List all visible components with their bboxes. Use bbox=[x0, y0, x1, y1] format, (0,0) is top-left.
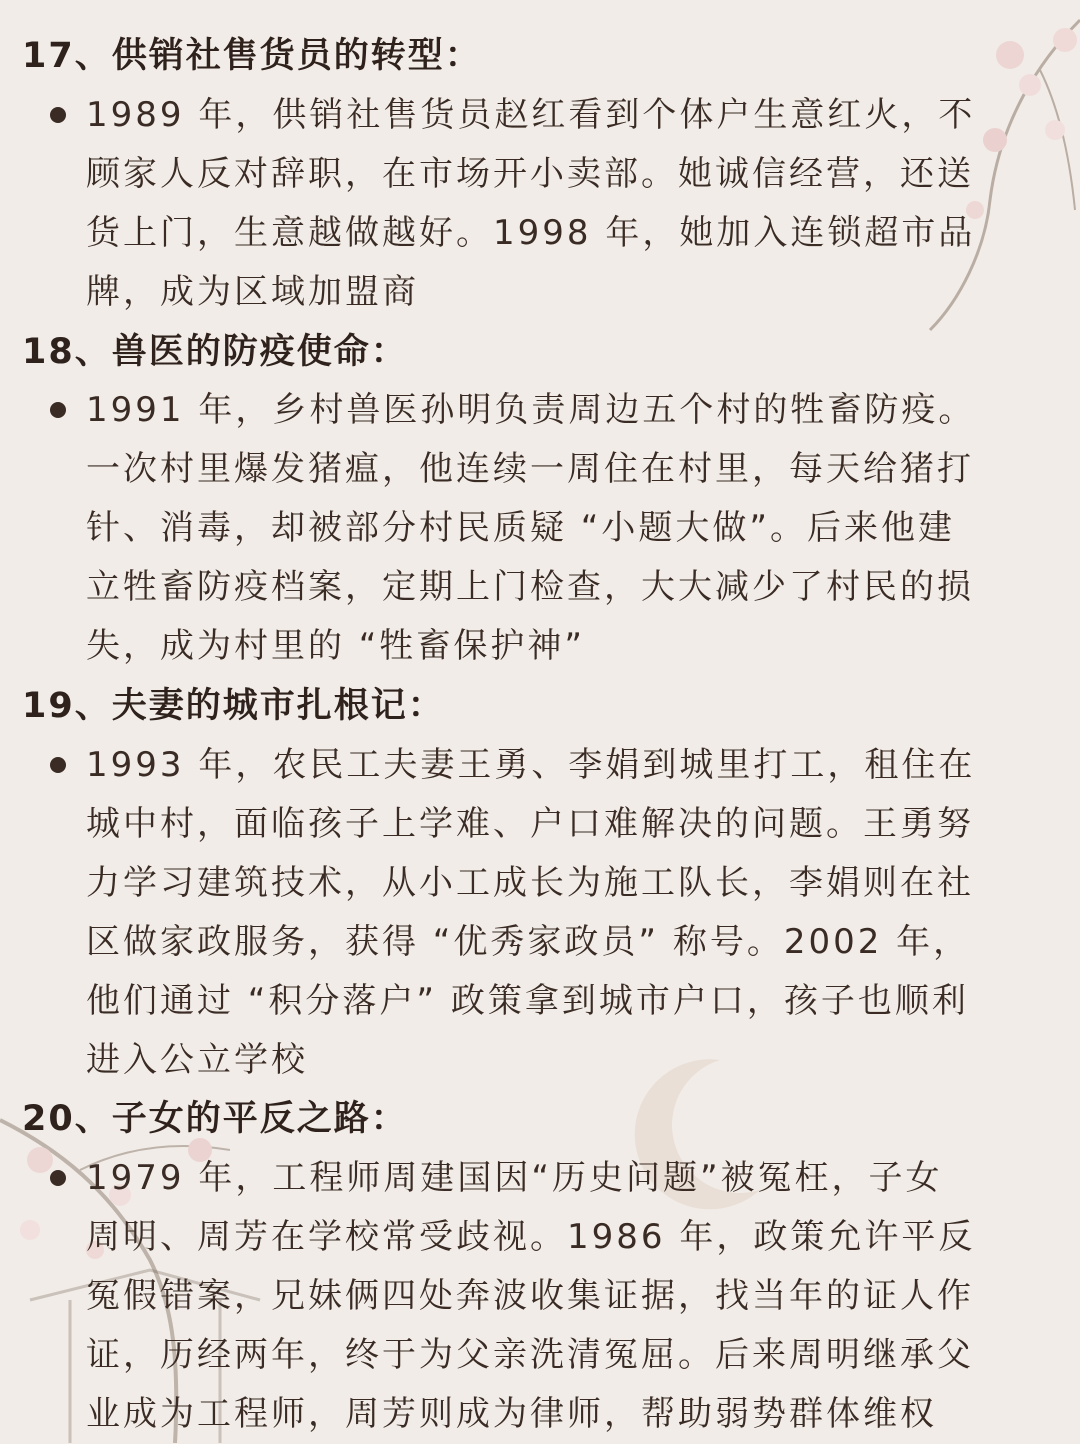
section-heading-18: 18、兽医的防疫使命： bbox=[22, 332, 408, 372]
section-heading-17: 17、供销社售货员的转型： bbox=[22, 36, 482, 76]
section-paragraph-19 bbox=[86, 736, 1066, 1090]
bullet-icon bbox=[50, 107, 66, 123]
section-paragraph-17 bbox=[86, 86, 1066, 322]
paragraph-line: 牌，成为区域加盟商 bbox=[86, 272, 419, 312]
paragraph-line: 区做家政服务，获得 “优秀家政员” 称号。2002 年， bbox=[86, 922, 971, 962]
paragraph-line: 顾家人反对辞职，在市场开小卖部。她诚信经营，还送 bbox=[86, 154, 974, 194]
paragraph-line: 失，成为村里的 “牲畜保护神” bbox=[86, 626, 586, 666]
section-heading-20: 20、子女的平反之路： bbox=[22, 1099, 408, 1139]
paragraph-line: 立牲畜防疫档案，定期上门检查，大大减少了村民的损 bbox=[86, 567, 974, 607]
paragraph-line: 1979 年，工程师周建国因“历史问题”被冤枉，子女 bbox=[86, 1158, 943, 1198]
paragraph-line: 证，历经两年，终于为父亲洗清冤屈。后来周明继承父 bbox=[86, 1335, 974, 1375]
paragraph-line: 业成为工程师，周芳则成为律师，帮助弱势群体维权 bbox=[86, 1394, 937, 1434]
paragraph-line: 1993 年，农民工夫妻王勇、李娟到城里打工，租住在 bbox=[86, 745, 976, 785]
paragraph-line: 货上门，生意越做越好。1998 年，她加入连锁超市品 bbox=[86, 213, 976, 253]
paragraph-line: 进入公立学校 bbox=[86, 1040, 308, 1080]
bullet-icon bbox=[50, 1170, 66, 1186]
paragraph-line: 力学习建筑技术，从小工成长为施工队长，李娟则在社 bbox=[86, 863, 974, 903]
bullet-icon bbox=[50, 402, 66, 418]
paragraph-line: 针、消毒，却被部分村民质疑 “小题大做”。后来他建 bbox=[86, 508, 956, 548]
section-heading-19: 19、夫妻的城市扎根记： bbox=[22, 686, 445, 726]
section-paragraph-18 bbox=[86, 381, 1066, 676]
paragraph-line: 1991 年，乡村兽医孙明负责周边五个村的牲畜防疫。 bbox=[86, 390, 976, 430]
paragraph-line: 城中村，面临孩子上学难、户口难解决的问题。王勇努 bbox=[86, 804, 974, 844]
section-paragraph-20 bbox=[86, 1149, 1066, 1444]
paragraph-line: 周明、周芳在学校常受歧视。1986 年，政策允许平反 bbox=[86, 1217, 976, 1257]
bullet-icon bbox=[50, 757, 66, 773]
paragraph-line: 他们通过 “积分落户” 政策拿到城市户口，孩子也顺利 bbox=[86, 981, 969, 1021]
paragraph-line: 一次村里爆发猪瘟，他连续一周住在村里，每天给猪打 bbox=[86, 449, 974, 489]
paragraph-line: 冤假错案，兄妹俩四处奔波收集证据，找当年的证人作 bbox=[86, 1276, 974, 1316]
paragraph-line: 1989 年，供销社售货员赵红看到个体户生意红火，不 bbox=[86, 95, 976, 135]
